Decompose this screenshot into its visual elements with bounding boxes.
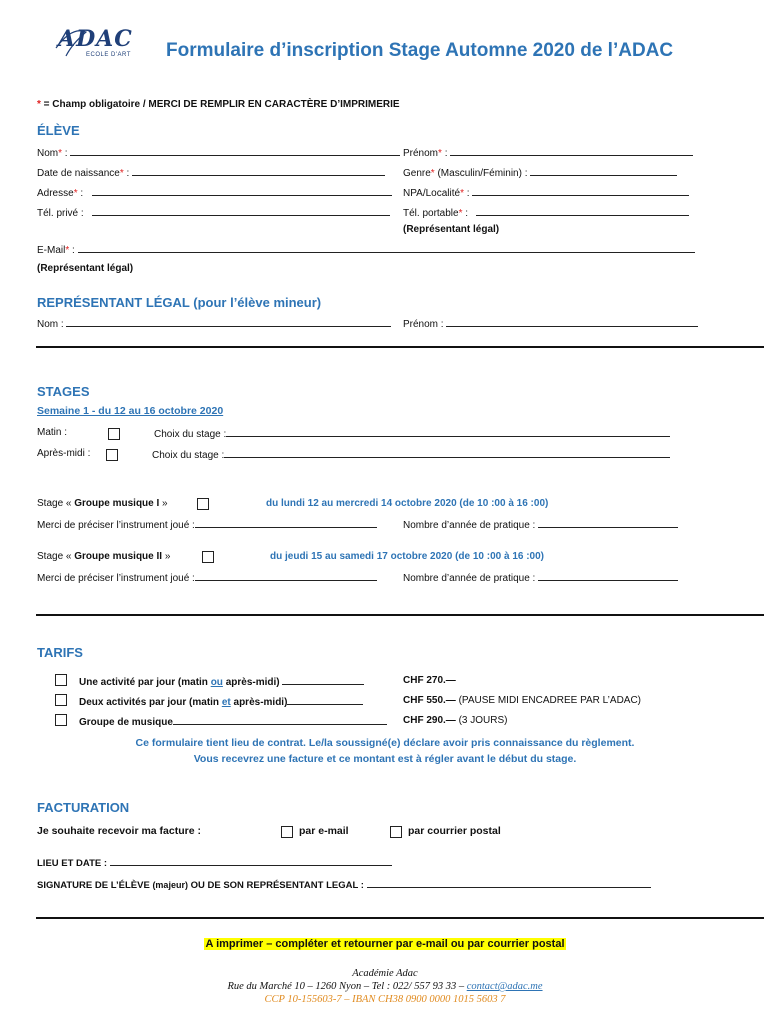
rep-nom-field[interactable] [37, 317, 391, 330]
apres-midi-label: Après-midi : [37, 448, 91, 459]
tarif1-ou: ou [210, 677, 223, 688]
required-star: * [37, 99, 41, 110]
groupe2-prefix: Stage « [37, 551, 75, 562]
apres-midi-checkbox[interactable] [106, 449, 118, 461]
eleve-prenom-line[interactable] [450, 146, 693, 156]
facture-email-checkbox[interactable] [281, 826, 293, 838]
required-legend [37, 99, 400, 110]
groupe1-annees-label: Nombre d’année de pratique : [403, 520, 536, 531]
tarif3-note: (3 JOURS) [455, 715, 508, 726]
tarif2-leader [287, 695, 363, 705]
eleve-adresse-field[interactable]: Adresse* : [37, 186, 392, 199]
groupe1-instrument-label: Merci de préciser l’instrument joué : [37, 520, 195, 531]
eleve-email-label: E-Mail [37, 245, 66, 256]
groupe1-suffix: » [159, 498, 168, 509]
matin-choix-label: Choix du stage : [154, 429, 227, 440]
tarif3-leader [173, 715, 387, 725]
eleve-dob-label: Date de naissance [37, 168, 120, 179]
tarif2-text-a: Deux activités par jour (matin [79, 697, 222, 708]
matin-label: Matin : [37, 427, 68, 438]
groupe2-dates: du jeudi 15 au samedi 17 octobre 2020 (de 10 :00 à 16 :00) [270, 551, 545, 562]
section-stages-heading: STAGES [37, 384, 90, 399]
bank-details: CCP 10-155603-7 – IBAN CH38 0900 0000 1015 5603 7 [264, 994, 506, 1005]
matin-choix-line[interactable] [226, 427, 670, 437]
rep-nom-line[interactable] [66, 317, 391, 327]
contact-email-link[interactable]: contact@adac.me [466, 981, 543, 992]
signature-label-c: OU DE SON REPRÉSENTANT LEGAL : [187, 880, 364, 891]
contract-notice-2: Vous recevrez une facture et ce montant est à régler avant le début du stage. [193, 753, 577, 765]
eleve-tel-portable-label: Tél. portable [403, 208, 459, 219]
required-star: * [458, 208, 463, 219]
matin-row [37, 427, 67, 438]
groupe1-instrument-line[interactable] [195, 518, 377, 528]
section-eleve-heading: ÉLÈVE [37, 123, 80, 138]
divider [36, 346, 764, 348]
apres-midi-row [37, 448, 90, 459]
tarif3-text: Groupe de musique [79, 717, 173, 728]
tarif1-leader [282, 675, 364, 685]
groupe2-instrument-label: Merci de préciser l’instrument joué : [37, 573, 195, 584]
tarif3-label [79, 715, 387, 728]
signature-line[interactable] [367, 878, 651, 888]
tarif1-checkbox[interactable] [55, 674, 67, 686]
required-star: * [460, 188, 464, 199]
eleve-tel-prive-field[interactable] [37, 206, 390, 219]
academy-name: Académie Adac [352, 968, 418, 979]
groupe1-prefix: Stage « [37, 498, 75, 509]
required-star: * [73, 188, 78, 199]
groupe2-suffix: » [162, 551, 171, 562]
rep-legal-note-1: (Représentant légal) [403, 224, 500, 235]
tarif2-note: (PAUSE MIDI ENCADREE PAR L’ADAC) [455, 695, 642, 706]
groupe1-instrument-field[interactable] [37, 518, 377, 531]
groupe1-dates: du lundi 12 au mercredi 14 octobre 2020 (de 10 :00 à 16 :00) [266, 498, 549, 509]
tarif2-et: et [221, 697, 231, 708]
eleve-genre-hint: (Masculin/Féminin) : [434, 168, 528, 179]
page-title: Formulaire d’inscription Stage Automne 2020 de l’ADAC [166, 40, 674, 61]
lieu-date-field[interactable] [37, 856, 392, 869]
rep-legal-note-2: (Représentant légal) [37, 263, 134, 274]
eleve-prenom-field[interactable]: Prénom* : [403, 146, 693, 159]
eleve-tel-portable-line[interactable] [476, 206, 689, 216]
eleve-nom-field[interactable]: Nom* : [37, 146, 400, 159]
adac-logo [52, 18, 142, 68]
signature-field[interactable] [37, 878, 651, 891]
contract-notice-1: Ce formulaire tient lieu de contrat. Le/la soussigné(e) déclare avoir pris connaissance du règlement. [135, 737, 635, 749]
eleve-dob-line[interactable] [132, 166, 385, 176]
rep-prenom-field[interactable] [403, 317, 698, 330]
eleve-nom-line[interactable] [70, 146, 400, 156]
eleve-nom-label: Nom [37, 148, 59, 159]
print-note-wrapper [0, 938, 770, 950]
groupe1-checkbox[interactable] [197, 498, 209, 510]
groupe1-annees-field[interactable] [403, 518, 678, 531]
required-star: * [430, 168, 435, 179]
section-facturation-heading: FACTURATION [37, 800, 130, 815]
groupe2-label [37, 551, 170, 562]
groupe2-checkbox[interactable] [202, 551, 214, 563]
groupe2-annees-label: Nombre d’année de pratique : [403, 573, 536, 584]
tarif1-label [79, 675, 364, 688]
tarif3-price: CHF 290.— [403, 715, 456, 726]
facturation-label: Je souhaite recevoir ma facture : [37, 825, 201, 837]
groupe2-annees-line[interactable] [538, 571, 678, 581]
tarif1-price: CHF 270.— [403, 675, 456, 686]
eleve-adresse-line[interactable] [92, 186, 392, 196]
lieu-date-line[interactable] [110, 856, 392, 866]
required-star: * [119, 168, 124, 179]
academy-address: Rue du Marché 10 – 1260 Nyon – Tel : 022/ 557 93 33 – [227, 981, 467, 992]
groupe1-annees-line[interactable] [538, 518, 678, 528]
eleve-npa-field[interactable]: NPA/Localité* : [403, 186, 689, 199]
eleve-genre-label: Genre [403, 168, 431, 179]
print-note: A imprimer – compléter et retourner par e-mail ou par courrier postal [205, 938, 565, 950]
divider [36, 917, 764, 919]
eleve-email-line[interactable] [78, 243, 695, 253]
divider [36, 614, 764, 616]
rep-prenom-line[interactable] [446, 317, 698, 327]
section-representant-heading: REPRÉSENTANT LÉGAL (pour l’élève mineur) [37, 295, 322, 310]
apres-midi-choix-label: Choix du stage : [152, 450, 225, 461]
tarif2-checkbox[interactable] [55, 694, 67, 706]
rep-nom-label: Nom : [37, 319, 64, 330]
apres-midi-choix-field[interactable] [152, 448, 670, 461]
facture-post-checkbox[interactable] [390, 826, 402, 838]
tarif2-text-b: après-midi) [230, 697, 288, 708]
eleve-tel-portable-field[interactable]: Tél. portable* : [403, 206, 689, 219]
eleve-email-field[interactable]: E-Mail* : [37, 243, 695, 256]
eleve-genre-line[interactable] [530, 166, 677, 176]
eleve-genre-field[interactable] [403, 166, 677, 179]
signature-label-b: (majeur) [152, 880, 188, 890]
tarif3-price-row [403, 715, 507, 726]
eleve-prenom-label: Prénom [403, 148, 439, 159]
logo-text: ADAC [58, 26, 133, 52]
required-star: * [438, 148, 442, 159]
eleve-tel-prive-label: Tél. privé : [37, 208, 84, 219]
matin-choix-field[interactable] [154, 427, 670, 440]
eleve-adresse-label: Adresse [37, 188, 74, 199]
groupe1-name: Groupe musique I [74, 498, 160, 509]
facture-post-label: par courrier postal [408, 825, 501, 837]
logo-subtitle: ECOLE D'ART [86, 52, 131, 58]
groupe2-name: Groupe musique II [74, 551, 163, 562]
eleve-npa-label: NPA/Localité [403, 188, 461, 199]
tarif1-text-a: Une activité par jour (matin [79, 677, 211, 688]
eleve-dob-field[interactable]: Date de naissance* : [37, 166, 385, 179]
required-legend-text: = Champ obligatoire / MERCI DE REMPLIR EN CARACTÈRE D’IMPRIMERIE [40, 99, 400, 110]
tarif2-price-row [403, 695, 641, 706]
rep-prenom-label: Prénom : [403, 319, 444, 330]
required-star: * [65, 245, 70, 256]
tarif3-checkbox[interactable] [55, 714, 67, 726]
eleve-tel-prive-line[interactable] [92, 206, 390, 216]
tarif2-price: CHF 550.— [403, 695, 456, 706]
facture-email-label: par e-mail [299, 825, 349, 837]
groupe2-annees-field[interactable] [403, 571, 678, 584]
lieu-date-label: LIEU ET DATE : [37, 858, 108, 869]
semaine-title: Semaine 1 - du 12 au 16 octobre 2020 [37, 405, 224, 417]
section-tarifs-heading: TARIFS [37, 645, 83, 660]
academy-address-row [0, 981, 770, 992]
eleve-npa-line[interactable] [472, 186, 689, 196]
matin-checkbox[interactable] [108, 428, 120, 440]
apres-midi-choix-line[interactable] [224, 448, 670, 458]
signature-label-a: SIGNATURE DE L’ÉLÈVE [37, 880, 153, 891]
required-star: * [58, 148, 63, 159]
tarif2-label [79, 695, 363, 708]
groupe1-label [37, 498, 168, 509]
groupe2-instrument-line[interactable] [195, 571, 377, 581]
tarif1-text-b: après-midi) [222, 677, 280, 688]
groupe2-instrument-field[interactable] [37, 571, 377, 584]
